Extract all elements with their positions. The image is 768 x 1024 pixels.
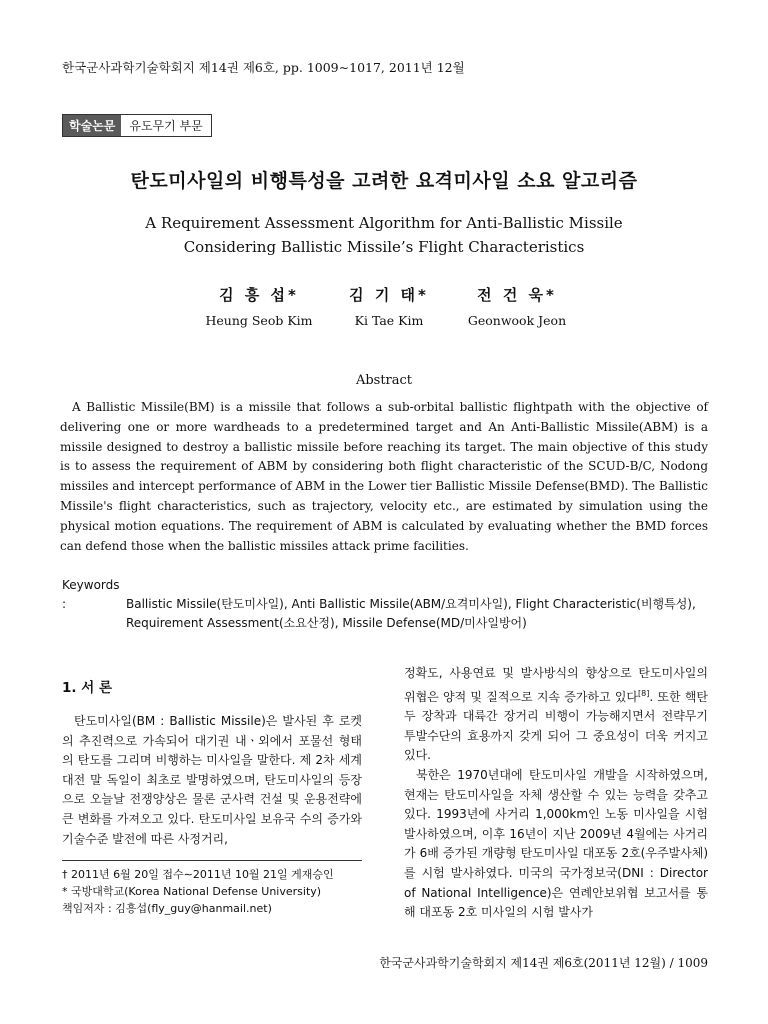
section-heading: 1. 서 론: [62, 680, 113, 696]
right-column-text: [404, 664, 708, 923]
author-name-korean: 김 흥 섭*: [219, 286, 299, 304]
paper-title-korean: 탄도미사일의 비행특성을 고려한 요격미사일 소요 알고리즘: [130, 170, 638, 192]
journal-reference: 한국군사과학기술학회지 제14권 제6호, pp. 1009∼1017, 2011년 12월: [62, 60, 465, 75]
right-paragraph-1: [404, 664, 708, 766]
keywords-line2: Requirement Assessment(소요산정), Missile Defense(MD/미사일방어): [126, 616, 527, 630]
abstract-body: A Ballistic Missile(BM) is a missile that follows a sub-orbital ballistic flightpath with the objective of delivering one or more wardheads to a predetermined target and An Anti-Ballistic Missile(ABM) is a missile designed to destroy a ballistic missile before reaching its target. The main objective of this study is to assess the requirement of ABM by considering both flight characteristic of the SCUD-B/C, Nodong missiles and intercept performance of ABM in the Lower tier Ballistic Missile Defense(BMD). The Ballistic Missile's flight characteristics, such as trajectory, velocity etc., are estimated by simulation using the physical motion equations. The requirement of ABM is calculated by evaluating whether the BMD forces can defend those when the ballistic missiles attack prime facilities.: [60, 400, 708, 553]
title-english-line1: A Requirement Assessment Algorithm for Anti-Ballistic Missile: [145, 214, 623, 232]
keywords-line1: Ballistic Missile(탄도미사일), Anti Ballistic Missile(ABM/요격미사일), Flight Characteristic(비행특성),: [126, 597, 696, 611]
author-name-english: Geonwook Jeon: [467, 313, 567, 328]
author-3: [442, 284, 592, 328]
footnote-affiliation: * 국방대학교(Korea National Defense University): [62, 885, 322, 898]
right-paragraph-1-text: 정확도, 사용연료 및 발사방식의 향상으로 탄도미사일의 위협은 양적 및 질적으로 지속 증가하고 있다: [404, 666, 708, 704]
author-name-korean: 김 기 태*: [349, 286, 429, 304]
author-name-english: Heung Seob Kim: [205, 313, 313, 328]
author-name-english: Ki Tae Kim: [354, 313, 424, 328]
footnote-received: † 2011년 6월 20일 접수∼2011년 10월 21일 게재승인: [62, 868, 334, 881]
abstract-heading: Abstract: [355, 373, 413, 388]
keywords: [62, 576, 696, 633]
author-name-korean: 전 건 욱*: [477, 286, 557, 304]
keywords-label: Keywords :: [62, 578, 120, 611]
right-paragraph-2: 북한은 1970년대에 탄도미사일 개발을 시작하였으며, 현재는 탄도미사일을 자체 생산할 수 있는 능력을 갖추고 있다. 1993년에 사거리 1,000km인 노동 미사일을 시험 발사하였으며, 이후 16년이 지난 2009년 4월에는 사거리가 6배 증가된 개량형 탄도미사일 대포동 2호(우주발사체)를 시험 발사하였다. 미국의 국가정보국(DNI : Director of National Intelligence)은 연례안보위협 보고서를 통해 대포동 2호 미사일의 시험 발사가: [404, 767, 708, 920]
category-field: 유도무기 부문: [129, 119, 203, 133]
left-column-paragraph: 탄도미사일(BM : Ballistic Missile)은 발사된 후 로켓의 추진력으로 가속되어 대기권 내ㆍ외에서 포물선 형태의 탄도를 그리며 비행하는 미사일을 말한다. 제 2차 세계대전 말 독일이 최초로 발명하였으며, 탄도미사일의 등장으로 오늘날 전쟁양상은 물론 군사력 건설 및 운용전략에 큰 변화를 가져오고 있다. 탄도미사일 보유국 수의 증가와 기술수준 발전에 따른 사정거리,: [62, 714, 362, 846]
footnotes: [62, 866, 334, 917]
footnote-divider: [62, 860, 362, 861]
citation-ref: [8]: [638, 688, 650, 698]
category-badge: [62, 114, 212, 137]
paper-title-english: [0, 211, 768, 259]
right-paragraph-1-tail: . 또한 핵탄두 장착과 대륙간 장거리 비행이 가능해지면서 전략무기 투발수단의 효용까지 갖게 되어 그 중요성이 더욱 커지고 있다.: [404, 689, 709, 763]
footnote-corresponding: 책임저자 : 김흥섭(fly_guy@hanmail.net): [62, 902, 272, 915]
author-1: [184, 284, 334, 328]
title-english-line2: Considering Ballistic Missile’s Flight Characteristics: [183, 238, 585, 256]
page-footer: 한국군사과학기술학회지 제14권 제6호(2011년 12월) / 1009: [379, 956, 708, 970]
category-type: 학술논문: [63, 115, 121, 136]
